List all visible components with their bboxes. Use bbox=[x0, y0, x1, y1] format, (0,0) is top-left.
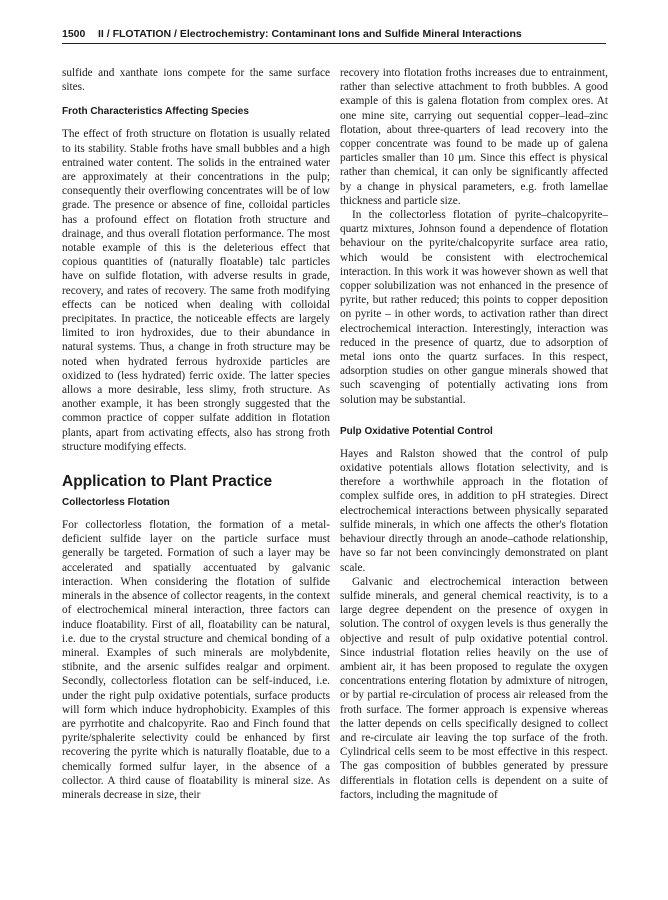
continued-paragraph: sulfide and xanthate ions compete for the same surface sites. bbox=[62, 67, 330, 94]
application-heading: Application to Plant Practice bbox=[62, 473, 273, 491]
right-column bbox=[340, 66, 608, 802]
froth-section-heading: Froth Characteristics Affecting Species bbox=[62, 106, 249, 118]
page-number: 1500 bbox=[62, 28, 86, 40]
pulp-paragraph-2: Galvanic and electrochemical interaction between sulfide minerals, and general chemical reactivity, is to a large degree dependent on the presence of oxygen in solution. The control of oxygen levels is thus generally the objective and result of pulp oxidative potential control. Since industrial flotation relies heavily on the use of ambient air, it has been proposed to regulate the oxygen concentrations entering flotation by admixture of nitrogen, or by partial re-circulation of process air released from the froth surface. The former approach is expensive whereas the latter depends on cells specifically designed to collect and re-circulate air leaving the top surface of the froth. Cylindrical cells seem to be most effective in this respect. The gas composition of bubbles generated by pressure differentials in flotation cells is dependent on a suite of factors, including the magnitude of bbox=[340, 575, 608, 801]
running-title: II / FLOTATION / Electrochemistry: Contaminant Ions and Sulfide Mineral Interactions bbox=[98, 28, 522, 40]
pulp-paragraph-1: Hayes and Ralston showed that the control of pulp oxidative potentials allows flotation selectivity, and is therefore a worthwhile approach in the flotation of complex sulfide ores, in addition to pH strategies. Direct electrochemical interactions between physically separated sulfide minerals, in which one affects the other's flotation behaviour directly through an anode–cathode relationship, have so far not been convincingly demonstrated on plant scale. bbox=[340, 447, 608, 574]
pulp-section-heading: Pulp Oxidative Potential Control bbox=[340, 425, 493, 437]
right-paragraph-2: In the collectorless flotation of pyrite–chalcopyrite–quartz mixtures, Johnson found a dependence of flotation behaviour on the pyrite/chalcopyrite surface area ratio, which would be consistent with electrochemical interaction. In this work it was however shown as well that copper solubilization was not enhanced in the presence of pyrite, but rather reduced; this points to copper deposition on pyrite – in other words, to activation rather than direct electrochemical interaction. Interestingly, interaction was reduced in the presence of quartz, due to adsorption of metal ions onto the quartz surfaces. In this respect, adsorption studies on other gangue minerals showed that such scavenging of potentially activating ions from solution may be substantial. bbox=[340, 209, 608, 406]
right-paragraph-1: recovery into flotation froths increases due to entrainment, rather than selective attachment to froth bubbles. A good example of this is galena flotation from complex ores. At one mine site, carrying out sequential copper–lead–zinc flotation, about three-quarters of lead recovery into the copper concentrate was found to be made up of galena particles smaller than 10 µm. Since this effect is physical rather than chemical, it can only be significantly affected by a change in physical parameters, e.g. froth lamellae thickness and particle size. bbox=[340, 67, 608, 207]
running-header bbox=[62, 24, 606, 44]
froth-paragraph: The effect of froth structure on flotation is usually related to its stability. Stable froths have small bubbles and a high entrained water content. The solids in the entrained water are approximately at their concentrations in the pulp; consequently their overflowing concentrates will be of low grade. The presence or absence of fine, colloidal particles has a profound effect on flotation froth structure and drainage, and thus overall flotation performance. The most notable example of this is the deleterious effect that copious quantities of (naturally floatable) talc particles have on sulfide flotation, with adverse results in grade, recovery, and rates of recovery. The same froth modifying effects can be noticed when dealing with colloidal precipitates. In practice, the noticeable effects are largely limited to iron hydroxides, due to their abundance in natural systems. Thus, a change in froth structure may be noted when hydrated ferrous hydroxide particles are oxidized to (less hydrated) ferric oxide. The latter species allows a more desirable, less slimy, froth structure. As another example, it has been strongly suggested that the common practice of copper sulfate addition in flotation plants, apart from activating effects, also has strong froth structure modifying effects. bbox=[62, 128, 330, 453]
collectorless-paragraph: For collectorless flotation, the formation of a metal-deficient sulfide layer on the particle surface must generally be targeted. Formation of such a layer may be accelerated and spatially accentuated by galvanic interaction. When considering the flotation of sulfide minerals in the absence of collector reagents, in the context of electrochemical mineral interaction, three factors can induce floatability. First of all, floatability can be natural, i.e. due to the crystal structure and chemical bonding of a mineral. Examples of such minerals are molybdenite, stibnite, and the arsenic sulfides realgar and orpiment. Secondly, collectorless flotation can be self-induced, i.e. under the right pulp oxidative potentials, surface products will form which induce hydrophobicity. Examples of this are pyrrhotite and chalcopyrite. Rao and Finch found that pyrite/sphalerite selectivity could be enhanced by first recovering the pyrite which is naturally floatable, due to a chemically formed sulfur layer, in the absence of a collector. A third cause of floatability is mineral size. As minerals decrease in size, their bbox=[62, 519, 330, 801]
collectorless-heading: Collectorless Flotation bbox=[62, 497, 170, 509]
left-column bbox=[62, 66, 330, 802]
